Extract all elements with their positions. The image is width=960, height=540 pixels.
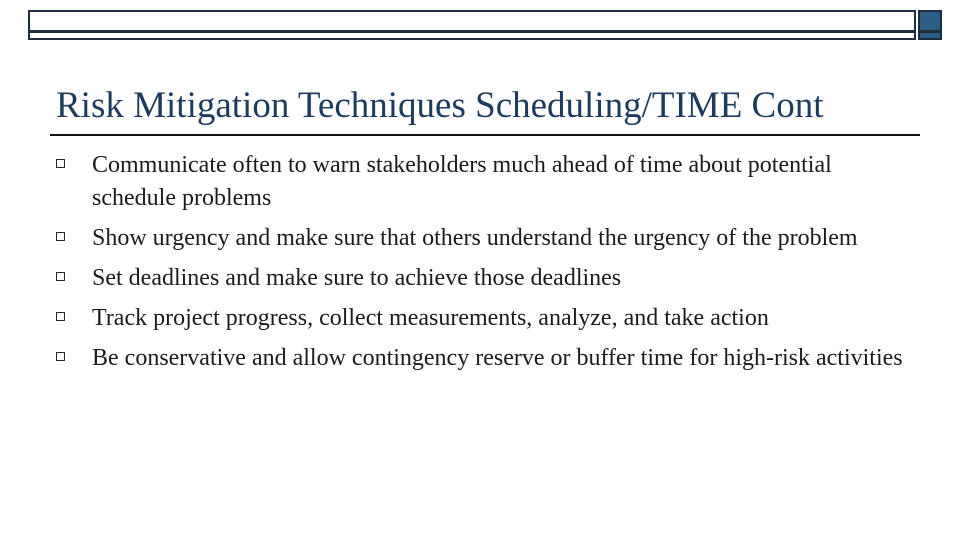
- header-decoration-band: [28, 10, 916, 40]
- bullet-item: [56, 302, 916, 335]
- bullet-item: [56, 222, 916, 255]
- bullet-text: Be conservative and allow contingency reserve or buffer time for high-risk activities: [92, 345, 903, 371]
- bullet-list: [56, 149, 916, 382]
- hollow-square-bullet-icon: [56, 272, 65, 281]
- bullet-text: Show urgency and make sure that others understand the urgency of the problem: [92, 225, 858, 251]
- title-divider: [50, 134, 920, 136]
- bullet-text: Set deadlines and make sure to achieve those deadlines: [92, 265, 622, 291]
- hollow-square-bullet-icon: [56, 352, 65, 361]
- hollow-square-bullet-icon: [56, 159, 65, 168]
- bullet-item: [56, 342, 916, 375]
- bullet-text: Communicate often to warn stakeholders much ahead of time about potential schedule problems: [92, 152, 832, 211]
- hollow-square-bullet-icon: [56, 312, 65, 321]
- hollow-square-bullet-icon: [56, 232, 65, 241]
- header-decoration-line: [30, 30, 914, 33]
- header-corner-block: [918, 10, 942, 40]
- bullet-item: [56, 149, 916, 215]
- header-corner-line: [920, 30, 940, 33]
- bullet-item: [56, 262, 916, 295]
- bullet-text: Track project progress, collect measurements, analyze, and take action: [92, 305, 769, 331]
- slide-title: Risk Mitigation Techniques Scheduling/TIME Cont: [56, 85, 824, 126]
